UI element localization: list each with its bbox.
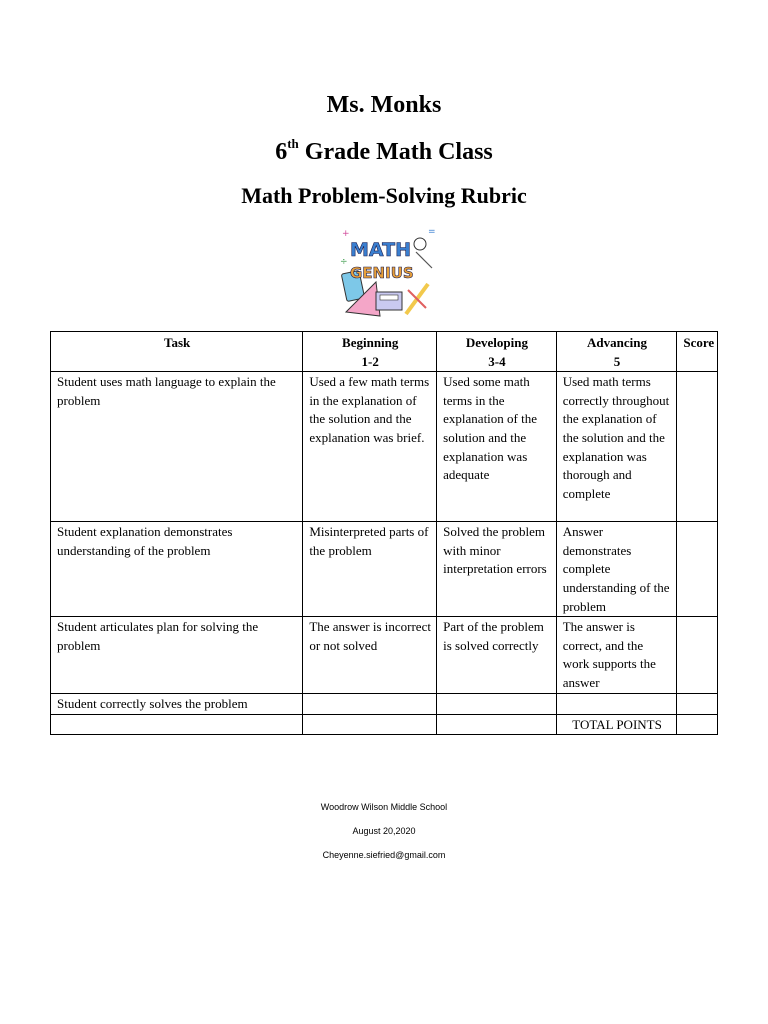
advancing-cell: Used math terms correctly throughout the explanation of the solution and the explanation was thorough and complete: [556, 372, 677, 522]
footer-date: August 20,2020: [352, 826, 416, 836]
rubric-title: Math Problem-Solving Rubric: [241, 183, 527, 208]
task-cell: Student explanation demonstrates understanding of the problem: [51, 522, 303, 617]
footer-school: Woodrow Wilson Middle School: [320, 802, 448, 812]
table-row: [51, 522, 718, 617]
advancing-cell: The answer is correct, and the work supports the answer: [556, 617, 677, 694]
total-score-cell: [677, 714, 718, 735]
beginning-range: 1-2: [361, 353, 379, 369]
advancing-label: Advancing: [587, 335, 648, 350]
total-row: [51, 714, 718, 735]
table-row: [51, 694, 718, 715]
header-advancing: [556, 332, 677, 372]
total-empty-cell: [51, 714, 303, 735]
logo-line1: MATH: [350, 239, 411, 261]
math-genius-logo: [336, 222, 436, 322]
beginning-cell: [303, 694, 437, 715]
header-task: Task: [51, 332, 303, 372]
grade-number: 6: [275, 139, 288, 165]
table-row: [51, 372, 718, 522]
rubric-table: [50, 331, 718, 735]
developing-cell: Used some math terms in the explanation of the solution and the explanation was adequate: [437, 372, 557, 522]
total-empty-cell: [303, 714, 437, 735]
score-cell: [677, 522, 718, 617]
beginning-cell: Used a few math terms in the explanation of the solution and the explanation was brief.: [303, 372, 437, 522]
svg-text:+: +: [342, 229, 350, 239]
score-cell: [677, 694, 718, 715]
class-title: [0, 138, 768, 166]
beginning-label: Beginning: [342, 335, 399, 350]
grade-suffix: th: [287, 136, 299, 151]
header-beginning: [303, 332, 437, 372]
total-points-label: TOTAL POINTS: [556, 714, 677, 735]
advancing-range: 5: [613, 353, 621, 369]
header-score: Score: [677, 332, 718, 372]
developing-label: Developing: [465, 335, 528, 350]
developing-range: 3-4: [488, 353, 506, 369]
advancing-cell: [556, 694, 677, 715]
header-row: [51, 332, 718, 372]
task-cell: Student uses math language to explain the problem: [51, 372, 303, 522]
footer-email: Cheyenne.siefried@gmail.com: [322, 850, 446, 860]
beginning-cell: The answer is incorrect or not solved: [303, 617, 437, 694]
score-cell: [677, 372, 718, 522]
developing-cell: Part of the problem is solved correctly: [437, 617, 557, 694]
score-cell: [677, 617, 718, 694]
task-cell: Student articulates plan for solving the problem: [51, 617, 303, 694]
svg-text:÷: ÷: [340, 257, 348, 267]
beginning-cell: Misinterpreted parts of the problem: [303, 522, 437, 617]
logo-line2: GENIUS: [350, 264, 414, 282]
teacher-name: Ms. Monks: [326, 92, 442, 118]
svg-text:=: =: [428, 227, 436, 237]
developing-cell: Solved the problem with minor interpretation errors: [437, 522, 557, 617]
total-empty-cell: [437, 714, 557, 735]
header-developing: [437, 332, 557, 372]
class-name: Grade Math Class: [304, 139, 493, 165]
table-row: [51, 617, 718, 694]
developing-cell: [437, 694, 557, 715]
advancing-cell: Answer demonstrates complete understanding of the problem: [556, 522, 677, 617]
task-cell: Student correctly solves the problem: [51, 694, 303, 715]
